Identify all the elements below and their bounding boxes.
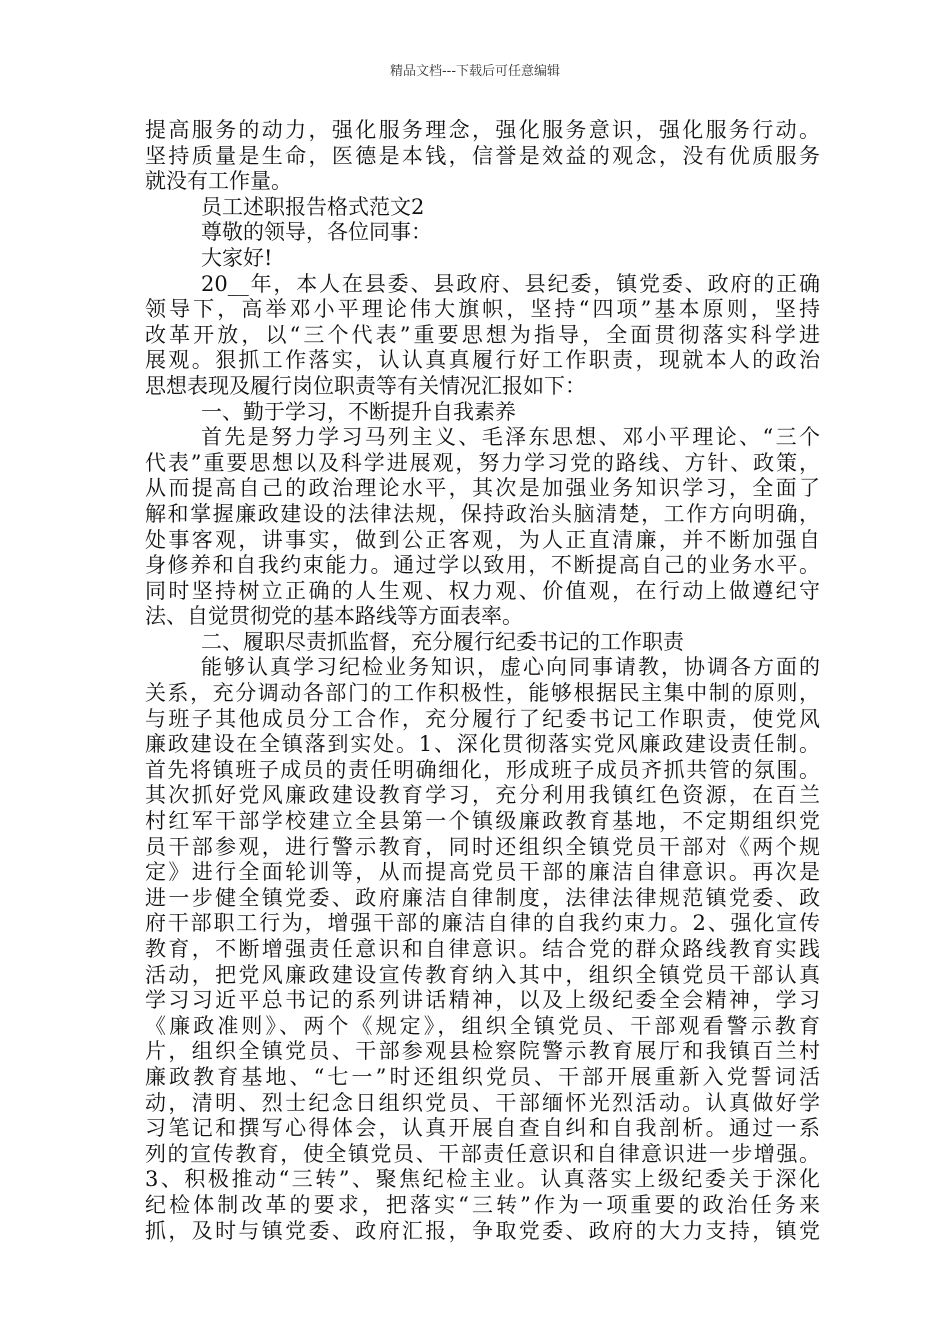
text-line: 学习习近平总书记的系列讲话精神，以及上级纪委全会精神，学习: [145, 988, 820, 1013]
text-line: 村红军干部学校建立全县第一个镇级廉政教育基地，不定期组织党: [145, 809, 820, 834]
page-header: 精品文档---下载后可任意编辑: [389, 64, 561, 79]
text-line: 片，组织全镇党员、干部参观县检察院警示教育展厅和我镇百兰村: [145, 1039, 820, 1064]
text-line: 展观。狠抓工作落实，认认真真履行好工作职责，现就本人的政治: [145, 348, 820, 373]
text-line: 提高服务的动力，强化服务理念，强化服务意识，强化服务行动。: [145, 118, 820, 142]
text-line: 3、积极推动“三转”、聚焦纪检主业。认真落实上级纪委关于深化: [145, 1167, 820, 1192]
text-line: 关系，充分调动各部门的工作积极性，能够根据民主集中制的原则，: [145, 681, 820, 706]
text-line: 活动，把党风廉政建设宣传教育纳入其中，组织全镇党员干部认真: [145, 962, 820, 987]
text-line: 代表”重要思想以及科学进展观，努力学习党的路线、方针、政策，: [145, 450, 820, 475]
text-line: 府干部职工行为，增强干部的廉洁自律的自我约束力。2、强化宣传: [145, 911, 820, 936]
text-line: 首先是努力学习马列主义、毛泽东思想、邓小平理论、“三个: [201, 425, 820, 450]
salutation: 尊敬的领导，各位同事：: [201, 220, 432, 245]
text-line: 抓，及时与镇党委、政府汇报，争取党委、政府的大力支持，镇党: [145, 1218, 820, 1243]
document-body: [145, 118, 820, 1244]
text-line: 20__年，本人在县委、县政府、县纪委，镇党委、政府的正确: [201, 271, 820, 296]
text-line: 定》进行全面轮训等，从而提高党员干部的廉洁自律意识。再次是: [145, 860, 820, 885]
text-line: 其次抓好党风廉政建设教育学习，充分利用我镇红色资源，在百兰: [145, 783, 820, 808]
text-line: 坚持质量是生命，医德是本钱，信誉是效益的观念，没有优质服务: [145, 143, 820, 168]
text-line: 动，清明、烈士纪念日组织党员、干部缅怀光烈活动。认真做好学: [145, 1090, 820, 1115]
section-heading: 二、履职尽责抓监督，充分履行纪委书记的工作职责: [201, 629, 684, 654]
text-line: 改革开放，以“三个代表”重要思想为指导，全面贯彻落实科学进: [145, 322, 820, 347]
text-line: 廉政教育基地、“七一”时还组织党员、干部开展重新入党誓词活: [145, 1064, 820, 1089]
text-line: 领导下，高举邓小平理论伟大旗帜，坚持“四项”基本原则，坚持: [145, 297, 820, 322]
text-line: 进一步健全镇党委、政府廉洁自律制度，法律法律规范镇党委、政: [145, 885, 820, 910]
text-line: 能够认真学习纪检业务知识，虚心向同事请教，协调各方面的: [201, 655, 820, 680]
text-line: 同时坚持树立正确的人生观、权力观、价值观，在行动上做遵纪守: [145, 578, 820, 603]
text-line: 思想表现及履行岗位职责等有关情况汇报如下：: [145, 373, 586, 398]
section-title: 员工述职报告格式范文2: [201, 194, 425, 219]
text-line: 解和掌握廉政建设的法律法规，保持政治头脑清楚，工作方向明确，: [145, 501, 820, 526]
text-line: 与班子其他成员分工合作，充分履行了纪委书记工作职责，使党风: [145, 706, 820, 731]
text-line: 处事客观，讲事实，做到公正客观，为人正直清廉，并不断加强自: [145, 527, 820, 552]
greeting: 大家好!: [201, 245, 273, 270]
text-line: 教育，不断增强责任意识和自律意识。结合党的群众路线教育实践: [145, 937, 820, 961]
section-heading: 一、勤于学习，不断提升自我素养: [201, 399, 516, 424]
text-line: 法、自觉贯彻党的基本路线等方面表率。: [145, 604, 523, 629]
text-line: 从而提高自己的政治理论水平，其次是加强业务知识学习，全面了: [145, 476, 820, 501]
text-line: 首先将镇班子成员的责任明确细化，形成班子成员齐抓共管的氛围。: [145, 757, 820, 782]
text-line: 廉政建设在全镇落到实处。1、深化贯彻落实党风廉政建设责任制。: [145, 732, 820, 757]
text-line: 员干部参观，进行警示教育，同时还组织全镇党员干部对《两个规: [145, 834, 820, 859]
text-line: 《廉政准则》、两个《规定》，组织全镇党员、干部观看警示教育: [145, 1013, 820, 1038]
text-line: 身修养和自我约束能力。通过学以致用，不断提高自己的业务水平。: [145, 553, 820, 578]
text-line: 列的宣传教育，使全镇党员、干部责任意识和自律意识进一步增强。: [145, 1141, 820, 1166]
text-line: 就没有工作量。: [145, 169, 292, 194]
text-line: 纪检体制改革的要求，把落实“三转”作为一项重要的政治任务来: [145, 1192, 820, 1217]
text-line: 习笔记和撰写心得体会，认真开展自查自纠和自我剖析。通过一系: [145, 1116, 820, 1141]
